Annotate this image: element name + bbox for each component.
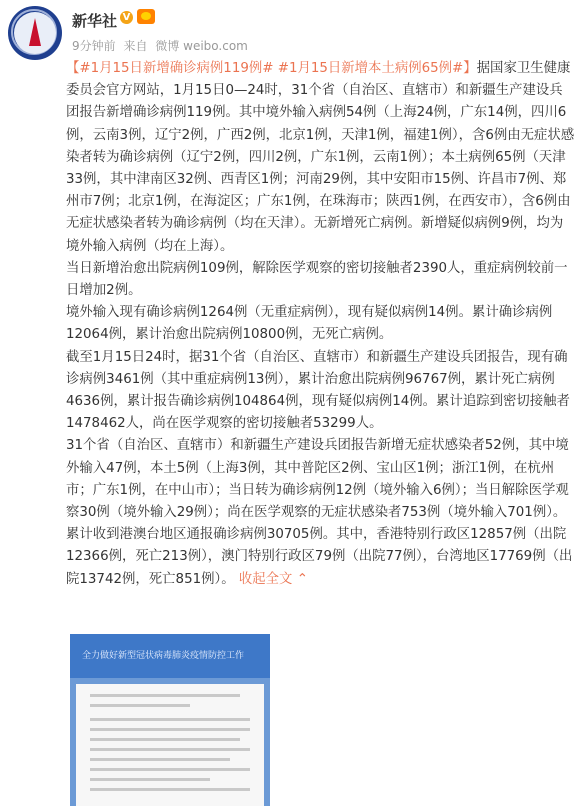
paragraph-2: 当日新增治愈出院病例109例，解除医学观察的密切接触者2390人，重症病例较前一日增加2例。 xyxy=(66,260,568,299)
post-source[interactable]: 微博 weibo.com xyxy=(155,39,248,53)
chevron-up-icon: ⌃ xyxy=(296,571,308,587)
avatar[interactable] xyxy=(8,6,62,60)
post-header xyxy=(0,0,588,62)
document-preview xyxy=(76,684,264,806)
hashtag-link[interactable]: 【#1月15日新增确诊病例119例# #1月15日新增本土病例65例#】 xyxy=(66,61,477,76)
post-image[interactable] xyxy=(70,634,270,806)
post-meta xyxy=(72,37,252,54)
paragraph-5: 31个省（自治区、直辖市）和新疆生产建设兵团报告新增无症状感染者52例，其中境外输入47例，本土5例（上海3例，其中普陀区2例、宝山区1例；浙江1例，在杭州市；广东1例，在中山市）；当日转为确诊病例12例（境外输入6例）；当日解除医学观察30例（境外输入29例）；尚在医学观察的无症状感染者753例（境外输入701例）。 xyxy=(66,438,569,521)
post-time[interactable]: 9分钟前 xyxy=(72,39,116,53)
doc-line xyxy=(90,704,190,707)
doc-line xyxy=(90,718,250,721)
doc-line xyxy=(90,748,250,751)
paragraph-1 xyxy=(66,58,576,258)
doc-line xyxy=(90,788,250,791)
post-content xyxy=(66,58,576,591)
collapse-link[interactable]: 收起全文 ⌃ xyxy=(238,571,308,587)
verified-badge-icon: V xyxy=(120,11,133,24)
doc-line xyxy=(90,694,240,697)
doc-line xyxy=(90,758,230,761)
paragraph-3: 境外输入现有确诊病例1264例（无重症病例），现有疑似病例14例。累计确诊病例12064例，累计治愈出院病例10800例，无死亡病例。 xyxy=(66,305,553,343)
doc-line xyxy=(90,738,240,741)
doc-line xyxy=(90,728,250,731)
paragraph-4: 截至1月15日24时，据31个省（自治区、直辖市）和新疆生产建设兵团报告，现有确诊病例3461例（其中重症病例13例），累计治愈出院病例96767例，累计死亡病例4636例，累计报告确诊病例104864例，现有疑似病例14例。累计追踪到密切接触者1478462人，尚在医学观察的密切接触者53299人。 xyxy=(66,349,570,432)
doc-line xyxy=(90,768,250,771)
paragraph-6 xyxy=(66,524,576,591)
paragraph-6-body: 累计收到港澳台地区通报确诊病例30705例。其中，香港特别行政区12857例（出院12366例，死亡213例），澳门特别行政区79例（出院77例），台湾地区17769例（出院13742例，死亡851例）。 xyxy=(66,527,573,587)
paragraph-1-body: 据国家卫生健康委员会官方网站，1月15日0—24时，31个省（自治区、直辖市）和新疆生产建设兵团报告新增确诊病例119例。其中境外输入病例54例（上海24例，广东14例，四川6例，云南3例，辽宁2例，广西2例，北京1例，天津1例，福建1例），含6例由无症状感染者转为确诊病例（辽宁2例，四川2例，广东1例，云南1例）；本土病例65例（天津33例，其中津南区32例、西青区1例；河南29例，其中安阳市15例、许昌市7例、郑州市7例；北京1例，在海淀区；广东1例，在珠海市；陕西1例，在西安市），含6例由无症状感染者转为确诊病例（均在天津）。无新增死亡病例。新增疑似病例9例，均为境外输入病例（均在上海）。 xyxy=(66,61,575,254)
source-prefix: 来自 xyxy=(123,39,148,53)
account-name[interactable]: 新华社 xyxy=(72,12,118,30)
image-title: 全力做好新型冠状病毒肺炎疫情防控工作 xyxy=(82,651,245,661)
member-badge-icon[interactable] xyxy=(137,9,155,24)
doc-line xyxy=(90,778,210,781)
image-banner xyxy=(70,634,270,678)
